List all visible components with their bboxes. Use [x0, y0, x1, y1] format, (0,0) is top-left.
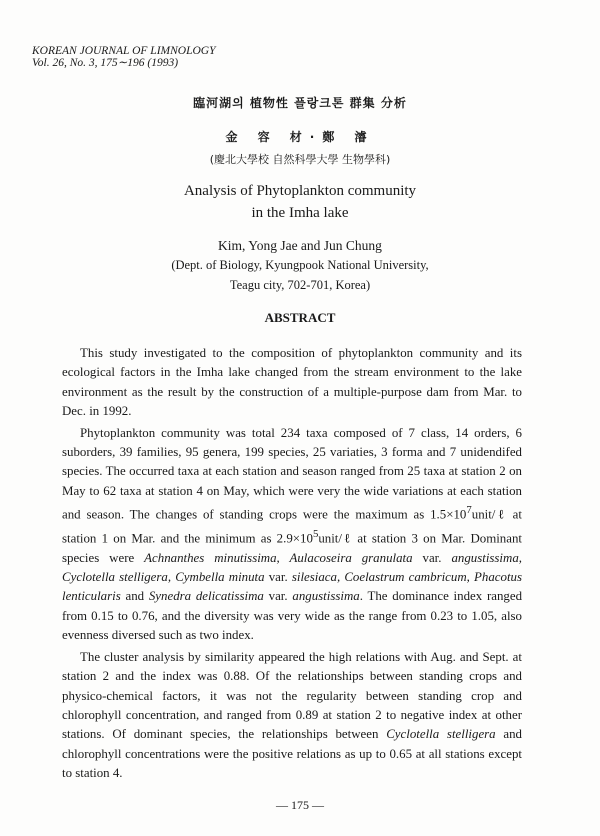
abstract-heading: ABSTRACT — [264, 310, 336, 325]
english-title-line2: in the Imha lake — [251, 205, 349, 221]
p3-text-2: and chlorophyll concentrations were the positive relations as up to 0.65 at all stations except to station 4. — [62, 727, 523, 781]
p2-text-8: . The dominance index ranged from 0.15 to 0.76, and the diversity was very wide as the range from 0.23 to 1.05, also evenness diversed such as two index. — [62, 589, 523, 643]
p2-species-2: angustissima, Cyclotella stelligera, Cymbella minuta — [62, 550, 522, 585]
p2-text-3: unit/ℓ at station 3 on Mar. Dominant species were — [62, 531, 522, 565]
p2-exponent-2: 5 — [312, 527, 319, 540]
p3-species-1: Cyclotella stelligera — [386, 727, 496, 742]
p2-text-6: and — [120, 589, 149, 604]
english-affiliation — [0, 256, 600, 295]
journal-name: KOREAN JOURNAL OF LIMNOLOGY — [32, 45, 216, 57]
english-affiliation-line1: (Dept. of Biology, Kyungpook National University, — [171, 258, 429, 272]
english-affiliation-line2: Teagu city, 702-701, Korea) — [229, 277, 371, 292]
korean-affiliation: (慶北大學校 自然科學大學 生物學科) — [209, 153, 391, 166]
p3-text-1: The cluster analysis by similarity appeared the high relations with Aug. and Sept. at station 2 and the index was 0.88. Of the relationships between standing crops and physico-chemical factors, it was not the regularity between standing crop and chlorophyll concentration, and ranged from 0.89 at station 2 to negative index at other stations. Of dominant species, the relationships between — [62, 649, 522, 742]
abstract-body — [62, 344, 522, 786]
p2-species-1: Achnanthes minutissima, Aulacoseira granulata — [144, 550, 413, 565]
p2-text-4: var. — [412, 550, 452, 565]
p2-species-3: silesiaca, Coelastrum cambricum, Phacotus lenticularis — [62, 570, 522, 604]
p2-text-5: var. — [264, 570, 292, 585]
p2-text-2: unit/ℓ at station 1 on Mar. and the minimum as 2.9×10 — [62, 507, 522, 546]
english-title — [0, 180, 600, 224]
english-title-line1: Analysis of Phytoplankton community — [183, 183, 417, 199]
abstract-paragraph-3 — [62, 648, 522, 784]
p2-species-4: Synedra delicatissima — [148, 589, 264, 604]
korean-authors: 金 容 材·鄭 濬 — [225, 130, 375, 144]
english-authors: Kim, Yong Jae and Jun Chung — [218, 238, 382, 253]
p2-text-7: var. — [263, 589, 293, 604]
abstract-paragraph-2 — [62, 424, 522, 646]
journal-header — [32, 45, 215, 69]
p2-species-5: angustissima — [292, 589, 360, 604]
p2-text-1: Phytoplankton community was total 234 taxa composed of 7 class, 14 orders, 6 suborders, 39 families, 95 genera, 199 species, 25 variaties, 3 forma and 7 unidendifed species. The occurred taxa at each station and season ranged from 25 taxa at station 2 on May to 62 taxa at station 4 on May, which were very the wide variations at each station and season. The changes of standing crops were the maximum as 1.5×10 — [62, 425, 522, 522]
korean-title: 臨河湖의 植物性 플랑크톤 群集 分析 — [193, 96, 407, 110]
page-number: — 175 — — [276, 798, 324, 812]
abstract-paragraph-1: This study investigated to the composition of phytoplankton community and its ecological factors in the Imha lake changed from the stream environment to the lake environment as the result by the construction of a multiple-purpose dam from Mar. to Dec. in 1992. — [62, 346, 522, 419]
p2-exponent-1: 7 — [466, 504, 472, 517]
journal-volume: Vol. 26, No. 3, 175∼196 (1993) — [32, 57, 179, 69]
